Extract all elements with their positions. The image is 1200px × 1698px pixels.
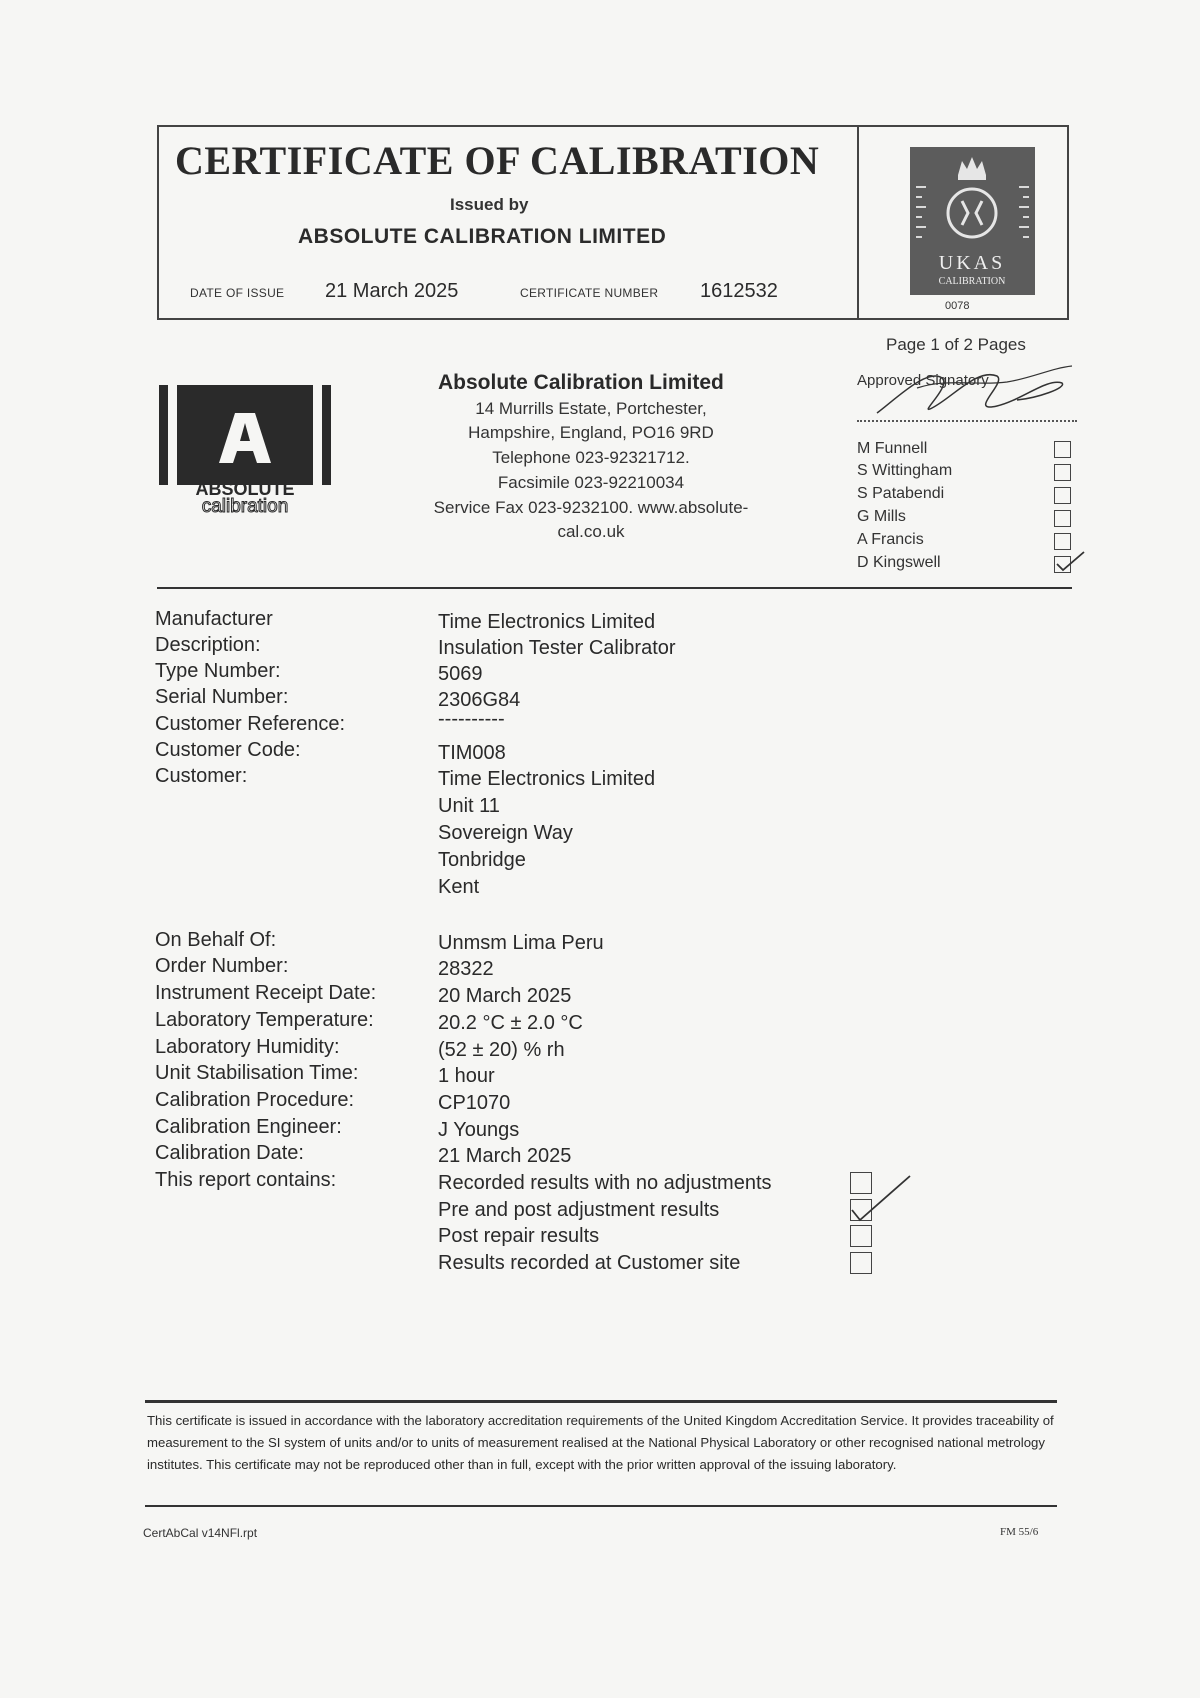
- calibration-procedure-value: CP1070: [438, 1092, 511, 1114]
- customer-reference-label: Customer Reference:: [155, 713, 346, 735]
- issued-by-label: Issued by: [450, 195, 529, 214]
- report-option-label: Post repair results: [438, 1225, 600, 1247]
- customer-code-label: Customer Code:: [155, 739, 301, 761]
- report-option-checkbox[interactable]: [850, 1225, 872, 1247]
- manufacturer-label: Manufacturer: [155, 608, 273, 630]
- calibration-date-value: 21 March 2025: [438, 1145, 572, 1167]
- description-value: Insulation Tester Calibrator: [438, 637, 676, 659]
- signatory-checkbox[interactable]: [1054, 441, 1071, 458]
- report-option-label: Results recorded at Customer site: [438, 1252, 741, 1274]
- signatory-name: M Funnell: [857, 440, 928, 457]
- customer-label: Customer:: [155, 765, 248, 787]
- serial-number-value: 2306G84: [438, 689, 521, 711]
- certificate-number: 1612532: [700, 280, 778, 302]
- customer-value: Time Electronics Limited: [438, 768, 656, 790]
- calibration-engineer-value: J Youngs: [438, 1119, 520, 1141]
- company-facsimile: Facsimile 023-92210034: [497, 473, 685, 492]
- report-option-label: Recorded results with no adjustments: [438, 1172, 772, 1194]
- type-number-value: 5069: [438, 663, 483, 685]
- order-number-label: Order Number:: [155, 955, 289, 977]
- company-address-line: 14 Murrills Estate, Portchester,: [475, 399, 707, 418]
- company-address-line: Hampshire, England, PO16 9RD: [468, 423, 714, 442]
- company-telephone: Telephone 023-92321712.: [492, 448, 690, 467]
- signature-line: [857, 420, 1077, 422]
- absolute-calibration-logo: [157, 383, 333, 515]
- lab-humidity-value: (52 ± 20) % rh: [438, 1039, 565, 1061]
- signatory-name: S Wittingham: [857, 462, 953, 479]
- customer-address-line: Sovereign Way: [438, 822, 573, 844]
- description-label: Description:: [155, 634, 261, 656]
- report-option-checkbox[interactable]: [850, 1252, 872, 1274]
- date-of-issue-label: DATE OF ISSUE: [190, 286, 285, 300]
- checkmark-icon: [848, 1172, 912, 1224]
- receipt-date-label: Instrument Receipt Date:: [155, 982, 377, 1004]
- company-name: Absolute Calibration Limited: [438, 371, 724, 394]
- footer-divider: [145, 1505, 1057, 1507]
- lab-temperature-value: 20.2 °C ± 2.0 °C: [438, 1012, 583, 1034]
- customer-address-line: Tonbridge: [438, 849, 526, 871]
- approved-signatory-label: Approved Signatory: [857, 372, 989, 389]
- certificate-title: CERTIFICATE OF CALIBRATION: [175, 138, 820, 183]
- calibration-procedure-label: Calibration Procedure:: [155, 1089, 354, 1111]
- ukas-text: UKAS: [938, 252, 1006, 274]
- form-reference: FM 55/6: [1000, 1526, 1039, 1538]
- company-website: cal.co.uk: [557, 522, 625, 541]
- date-of-issue: 21 March 2025: [325, 280, 459, 302]
- customer-reference-value: ----------: [438, 708, 505, 730]
- stabilisation-time-label: Unit Stabilisation Time:: [155, 1062, 359, 1084]
- logo-word-calibration: calibration: [201, 496, 289, 515]
- type-number-label: Type Number:: [155, 660, 281, 682]
- lab-humidity-label: Laboratory Humidity:: [155, 1036, 340, 1058]
- signature: [857, 358, 1077, 428]
- lab-temperature-label: Laboratory Temperature:: [155, 1009, 374, 1031]
- section-divider: [157, 587, 1072, 589]
- ukas-sub: CALIBRATION: [938, 276, 1006, 287]
- stabilisation-time-value: 1 hour: [438, 1065, 495, 1087]
- serial-number-label: Serial Number:: [155, 686, 289, 708]
- logo-word-absolute: ABSOLUTE: [195, 479, 295, 499]
- on-behalf-of-label: On Behalf Of:: [155, 929, 277, 951]
- accreditation-disclaimer: This certificate is issued in accordance with the laboratory accreditation requirements of the United Kingdom Accreditation Service. It provides traceability of measurement to the SI system of units and/or to units of measurement realised at the National Physical Laboratory or other recognised national metrology institutes. This certificate may not be reproduced other than in full, except with the prior written approval of the issuing laboratory.: [147, 1413, 1054, 1472]
- order-number-value: 28322: [438, 958, 494, 980]
- calibration-date-label: Calibration Date:: [155, 1142, 304, 1164]
- company-service-fax: Service Fax 023-9232100. www.absolute-: [433, 498, 749, 517]
- signatory-checkbox[interactable]: [1054, 510, 1071, 527]
- manufacturer-value: Time Electronics Limited: [438, 611, 656, 633]
- customer-address-line: Unit 11: [438, 795, 500, 817]
- signatory-name: D Kingswell: [857, 554, 941, 571]
- signatory-checkbox[interactable]: [1054, 487, 1071, 504]
- signatory-name: A Francis: [857, 531, 924, 548]
- customer-code-value: TIM008: [438, 742, 506, 764]
- page-count: Page 1 of 2 Pages: [886, 335, 1026, 354]
- issuer-name: ABSOLUTE CALIBRATION LIMITED: [298, 225, 667, 248]
- file-reference: CertAbCal v14NFl.rpt: [143, 1526, 258, 1540]
- signatory-name: S Patabendi: [857, 485, 945, 502]
- report-contains-label: This report contains:: [155, 1169, 337, 1191]
- signatory-checkbox[interactable]: [1054, 464, 1071, 481]
- signatory-name: G Mills: [857, 508, 906, 525]
- on-behalf-of-value: Unmsm Lima Peru: [438, 932, 604, 954]
- calibration-engineer-label: Calibration Engineer:: [155, 1116, 342, 1138]
- ukas-crown-icon: [910, 147, 1035, 295]
- report-option-label: Pre and post adjustment results: [438, 1199, 720, 1221]
- footer-divider: [145, 1400, 1057, 1403]
- receipt-date-value: 20 March 2025: [438, 985, 572, 1007]
- ukas-number: 0078: [945, 300, 970, 312]
- checkmark-icon: [1054, 548, 1086, 574]
- customer-address-line: Kent: [438, 876, 480, 898]
- ukas-mark: [910, 147, 1035, 295]
- certificate-number-label: CERTIFICATE NUMBER: [520, 286, 659, 300]
- header-divider: [857, 125, 859, 320]
